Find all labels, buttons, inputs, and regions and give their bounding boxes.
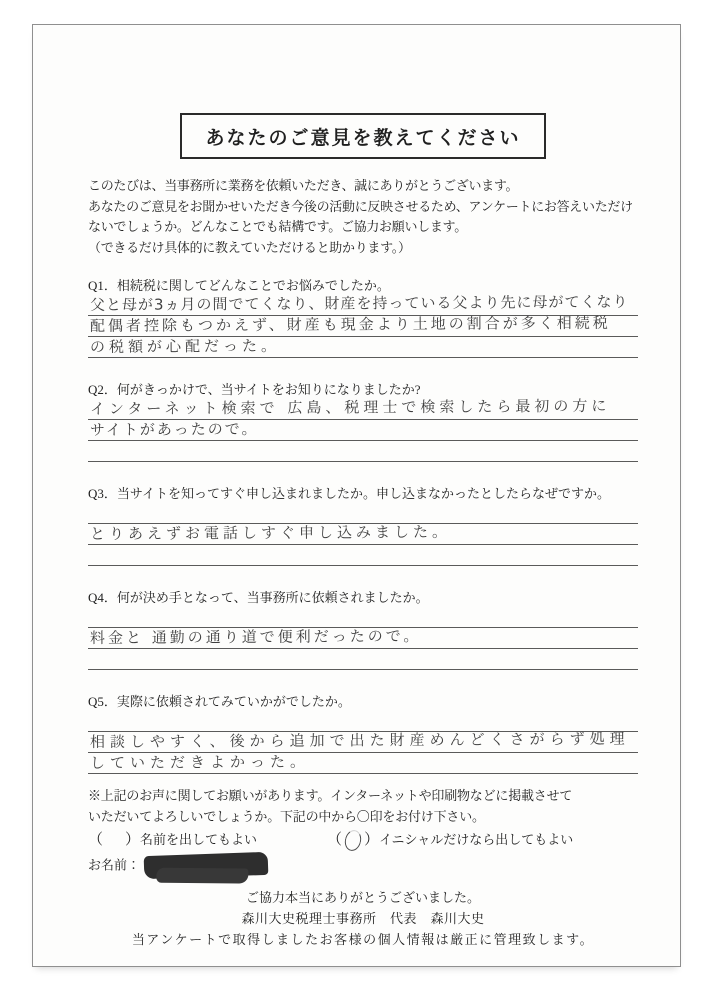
question-label: Q5．実際に依頼されてみていかがでしたか。 [88, 694, 351, 709]
consent-notice-line: ※上記のお声に関してお願いがあります。インターネットや印刷物などに掲載させて [88, 788, 573, 803]
form-content [33, 113, 680, 950]
question-label: Q4．何が決め手となって、当事務所に依頼されましたか。 [88, 590, 429, 605]
circle-slot [103, 829, 125, 851]
handwritten-answer: していただきよかった。 [89, 752, 311, 772]
answer-line [88, 313, 638, 337]
answer-line [88, 524, 638, 545]
handwritten-answer: インターネット検索で 広島、税理士で検索したら最初の方に [89, 396, 611, 418]
answer-line [88, 628, 638, 649]
answer-line [88, 545, 638, 566]
paren-close: ） [125, 831, 141, 848]
handwritten-answer: 相談しやすく、後から追加で出た財産めんどくさがらず処理 [89, 729, 630, 751]
intro-line: あなたのご意見をお聞かせいただき今後の活動に反映させるため、アンケートにお答えいただけ [88, 198, 633, 214]
question-block-q4 [88, 588, 638, 670]
answer-line [88, 607, 638, 628]
handwritten-answer: 料金と 通勤の通り道で便利だったので。 [89, 626, 422, 647]
handwritten-answer: サイトがあったので。 [89, 419, 259, 439]
closing-thanks: ご協力本当にありがとうございました。 [245, 890, 480, 905]
closing-section [88, 887, 638, 950]
consent-options [88, 829, 638, 851]
consent-option-label: イニシャルだけなら出してもよい [379, 831, 574, 847]
answer-line [88, 753, 638, 774]
answer-line [88, 337, 638, 358]
office-signature: 森川大史税理士事務所 代表 森川大史 [241, 911, 485, 926]
answer-line [88, 396, 638, 420]
handwritten-circle-icon [343, 828, 364, 852]
name-row [88, 855, 638, 885]
paren-close: ） [364, 831, 380, 848]
intro-paragraph [88, 176, 638, 258]
intro-line: （できるだけ具体的に教えていただけると助かります。） [88, 239, 411, 255]
answer-line [88, 441, 638, 462]
consent-notice-line: いただいてよろしいでしょうか。下記の中から〇印をお付け下さい。 [88, 808, 485, 824]
scan-outer-frame [32, 24, 681, 967]
consent-option-label: 名前を出してもよい [140, 831, 258, 847]
consent-option-initial [327, 829, 573, 851]
paren-open: （ [88, 831, 104, 848]
circle-slot [342, 829, 364, 851]
answer-line [88, 729, 638, 753]
consent-notice [88, 786, 638, 827]
question-label: Q1．相続税に関してどんなことでお悩みでしたか。 [88, 278, 390, 293]
question-label: Q3．当サイトを知ってすぐ申し込まれましたか。申し込まなかったとしたらなぜですか。 [88, 486, 610, 501]
intro-line: ないでしょうか。どんなことでも結構です。ご協力お願いします。 [88, 219, 467, 234]
answer-line [88, 420, 638, 441]
redacted-name [144, 852, 269, 879]
privacy-note: 当アンケートで取得しましたお客様の個人情報は厳正に管理致します。 [131, 932, 595, 947]
page-title: あなたのご意見を教えてください [205, 128, 521, 149]
question-block-q2 [88, 380, 638, 462]
handwritten-answer: 父と母が3ヵ月の間でてくなり、財産を持っている父より先に母がてくなり [89, 292, 629, 314]
question-block-q3 [88, 484, 638, 566]
question-label: Q2．何がきっかけで、当サイトをお知りになりましたか? [88, 382, 421, 397]
name-label: お名前： [88, 857, 141, 873]
answer-line [88, 649, 638, 670]
handwritten-answer: 配偶者控除もつかえず、財産も現金より土地の割合が多く相続税 [89, 313, 611, 335]
handwritten-answer: とりあえずお電話しすぐ申し込みました。 [89, 522, 452, 543]
intro-line: このたびは、当事務所に業務を依頼いただき、誠にありがとうございます。 [88, 178, 519, 193]
title-box [180, 113, 546, 159]
paren-open: （ [327, 831, 343, 848]
answer-line [88, 503, 638, 524]
question-block-q1 [88, 276, 638, 358]
question-block-q5 [88, 692, 638, 774]
publication-consent-section [88, 786, 638, 885]
consent-option-name [88, 829, 257, 851]
handwritten-answer: の税額が心配だった。 [89, 336, 281, 356]
